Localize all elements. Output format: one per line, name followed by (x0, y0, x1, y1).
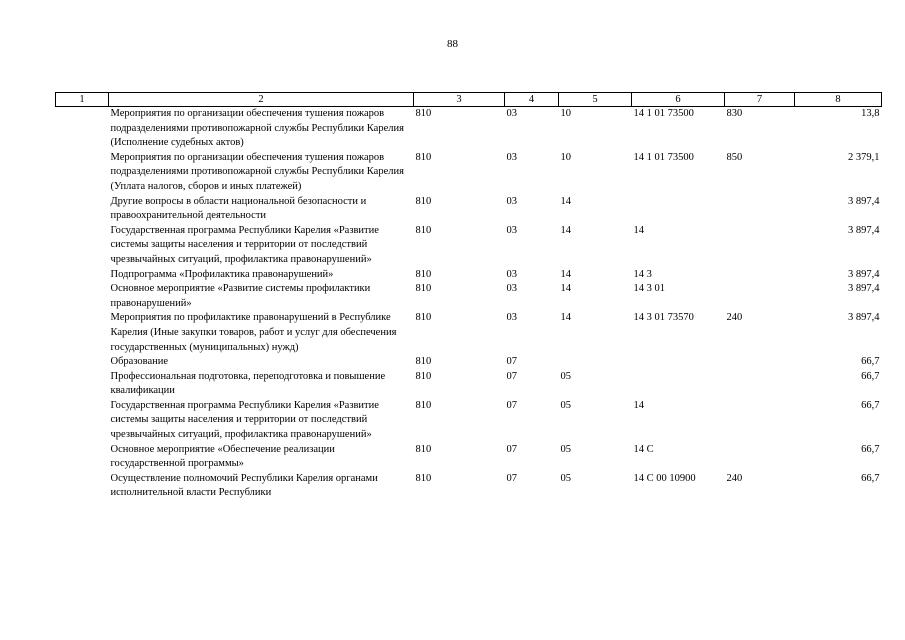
expense-type-cell (725, 282, 795, 311)
expenditure-name-cell: Образование (110, 356, 169, 368)
expenditure-name-cell: Основное мероприятие «Обеспечение реализации государственной программы» (110, 443, 335, 470)
expenditure-name-cell: Государственная программа Республики Карелия «Развитие системы защиты населения и территории от последствий чрезвычайных ситуаций, профилактика правонарушений» (110, 224, 379, 265)
amount-cell: 66,7 (861, 356, 880, 368)
target-article-cell: 14 3 01 73570 (633, 312, 694, 324)
department-code-cell: 810 (415, 312, 432, 324)
expenditure-name-cell: Мероприятия по организации обеспечения тушения пожаров подразделениями противопожарной службы Республики Карелия (Уплата налогов, сборов и иных платежей) (110, 151, 404, 192)
column-header: 3 (414, 93, 505, 107)
expenditure-name-cell: Мероприятия по профилактике правонарушений в Республике Карелия (Иные закупки товаров, работ и услуг для обеспечения государственных (муниципальных) нужд) (110, 312, 397, 353)
target-article-cell: 14 С (633, 443, 654, 455)
expense-type-cell: 830 (726, 108, 743, 119)
table-row (56, 472, 882, 501)
target-article-cell: 14 3 (633, 268, 652, 280)
column-header-row (56, 93, 882, 107)
amount-cell: 66,7 (861, 443, 880, 455)
row-number-cell (56, 311, 109, 355)
column-header: 8 (795, 93, 882, 107)
table-row (56, 370, 882, 399)
target-article-cell: 14 (633, 224, 644, 236)
department-code-cell: 810 (415, 356, 432, 368)
subsection-code-cell: 05 (560, 399, 571, 411)
table-row (56, 268, 882, 283)
column-header: 2 (109, 93, 414, 107)
column-header: 6 (632, 93, 725, 107)
table-row (56, 399, 882, 443)
row-number-cell (56, 107, 109, 151)
section-code-cell: 03 (506, 108, 517, 119)
target-article-cell (632, 370, 725, 399)
section-code-cell: 03 (506, 224, 517, 236)
expenditure-name-cell: Основное мероприятие «Развитие системы профилактики правонарушений» (110, 283, 371, 309)
department-code-cell: 810 (415, 443, 432, 455)
section-code-cell: 07 (506, 443, 517, 455)
row-number-cell (56, 399, 109, 443)
column-header: 5 (559, 93, 632, 107)
section-code-cell: 03 (506, 312, 517, 324)
expense-type-cell (725, 224, 795, 268)
expenditure-name-cell: Осуществление полномочий Республики Карелия органами исполнительной власти Республики (110, 472, 378, 499)
amount-cell: 66,7 (861, 399, 880, 411)
row-number-cell (56, 370, 109, 399)
department-code-cell: 810 (415, 108, 432, 119)
expense-type-cell: 240 (726, 472, 743, 484)
department-code-cell: 810 (415, 195, 432, 207)
amount-cell: 3 897,4 (848, 283, 880, 295)
table-row (56, 311, 882, 355)
amount-cell: 3 897,4 (848, 268, 880, 280)
table-row (56, 151, 882, 195)
department-code-cell: 810 (415, 268, 432, 280)
subsection-code-cell: 14 (560, 195, 571, 207)
target-article-cell: 14 1 01 73500 (633, 151, 694, 163)
subsection-code-cell: 14 (560, 224, 571, 236)
section-code-cell: 07 (506, 356, 517, 368)
expense-type-cell: 850 (726, 151, 743, 163)
amount-cell: 3 897,4 (848, 195, 880, 207)
subsection-code-cell: 14 (560, 283, 571, 295)
subsection-code-cell: 14 (560, 312, 571, 324)
section-code-cell: 03 (506, 195, 517, 207)
expense-type-cell (725, 268, 795, 283)
target-article-cell: 14 1 01 73500 (633, 108, 694, 119)
expense-type-cell (725, 443, 795, 472)
department-code-cell: 810 (415, 283, 432, 295)
section-code-cell: 03 (506, 268, 517, 280)
target-article-cell: 14 (633, 399, 644, 411)
section-code-cell: 07 (506, 370, 517, 382)
section-code-cell: 03 (506, 283, 517, 295)
department-code-cell: 810 (415, 224, 432, 236)
row-number-cell (56, 472, 109, 501)
department-code-cell: 810 (415, 151, 432, 163)
department-code-cell: 810 (415, 399, 432, 411)
target-article-cell (632, 355, 725, 370)
row-number-cell (56, 268, 109, 283)
table-row (56, 282, 882, 311)
expense-type-cell: 240 (726, 312, 743, 324)
expenditure-name-cell: Другие вопросы в области национальной безопасности и правоохранительной деятельности (110, 195, 367, 222)
row-number-cell (56, 282, 109, 311)
row-number-cell (56, 355, 109, 370)
amount-cell: 3 897,4 (848, 312, 880, 324)
section-code-cell: 03 (506, 151, 517, 163)
expenditure-name-cell: Государственная программа Республики Карелия «Развитие системы защиты населения и территории от последствий чрезвычайных ситуаций, профилактика правонарушений» (110, 399, 379, 441)
table-row (56, 224, 882, 268)
page-number: 88 (447, 38, 458, 50)
row-number-cell (56, 224, 109, 268)
target-article-cell: 14 С 00 10900 (633, 472, 696, 484)
department-code-cell: 810 (415, 370, 432, 382)
expense-type-cell (725, 195, 795, 224)
row-number-cell (56, 443, 109, 472)
amount-cell: 3 897,4 (848, 224, 880, 236)
table-row (56, 355, 882, 370)
amount-cell: 2 379,1 (848, 151, 880, 163)
table-row (56, 195, 882, 224)
section-code-cell: 07 (506, 399, 517, 411)
expenditure-name-cell: Мероприятия по организации обеспечения тушения пожаров подразделениями противопожарной службы Республики Карелия (Исполнение судебных актов) (110, 108, 404, 149)
table-row (56, 107, 882, 151)
subsection-code-cell: 14 (560, 268, 571, 280)
target-article-cell (632, 195, 725, 224)
subsection-code-cell: 05 (560, 472, 571, 484)
subsection-code-cell: 10 (560, 151, 571, 163)
subsection-code-cell: 05 (560, 443, 571, 455)
column-header: 4 (505, 93, 559, 107)
table-row (56, 443, 882, 472)
expense-type-cell (725, 355, 795, 370)
row-number-cell (56, 151, 109, 195)
expense-type-cell (725, 370, 795, 399)
expense-type-cell (725, 399, 795, 443)
amount-cell: 66,7 (861, 370, 880, 382)
column-header: 7 (725, 93, 795, 107)
subsection-code-cell: 10 (560, 108, 571, 119)
amount-cell: 13,8 (861, 108, 880, 119)
row-number-cell (56, 195, 109, 224)
column-header: 1 (56, 93, 109, 107)
amount-cell: 66,7 (861, 472, 880, 484)
department-code-cell: 810 (415, 472, 432, 484)
budget-table (55, 92, 882, 501)
section-code-cell: 07 (506, 472, 517, 484)
subsection-code-cell (559, 355, 632, 370)
expenditure-name-cell: Профессиональная подготовка, переподготовка и повышение квалификации (110, 370, 386, 397)
subsection-code-cell: 05 (560, 370, 571, 382)
target-article-cell: 14 3 01 (633, 283, 665, 295)
expenditure-name-cell: Подпрограмма «Профилактика правонарушений» (110, 268, 334, 280)
